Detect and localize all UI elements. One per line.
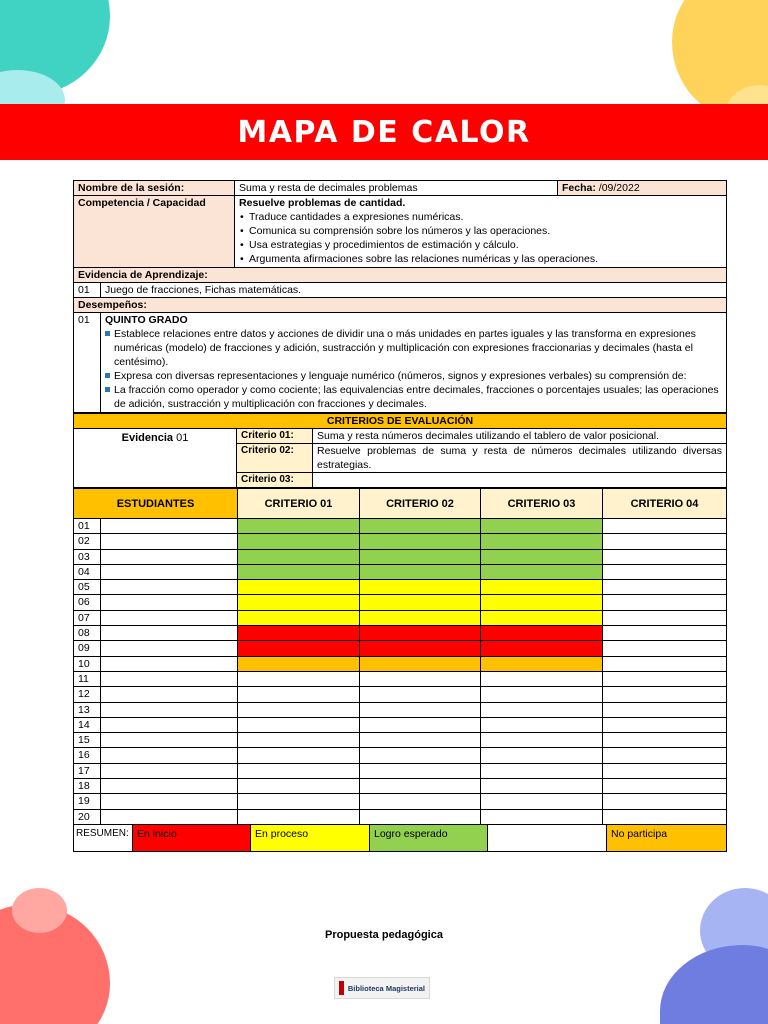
student-name-cell[interactable] (101, 641, 238, 656)
student-number: 19 (74, 794, 101, 809)
heat-cell-criterion-01[interactable] (238, 779, 360, 794)
competence-label: Competencia / Capacidad (74, 196, 235, 268)
performance-item: La fracción como operador y como cociente; las equivalencias entre decimales, fracciones o porcentajes usuales; las operaciones de adición, sustracción y multiplicación con fracciones y decimales. (105, 383, 722, 411)
student-row (74, 687, 727, 702)
heat-cell-criterion-03[interactable] (481, 626, 603, 641)
session-name-value: Suma y resta de decimales problemas (235, 181, 558, 196)
student-name-cell[interactable] (101, 595, 238, 610)
evidence-row (74, 283, 727, 298)
student-row (74, 748, 727, 763)
heat-cell-criterion-02[interactable] (360, 549, 481, 564)
evidence-num: 01 (74, 283, 101, 298)
student-row (74, 580, 727, 595)
heat-cell-criterion-04[interactable] (603, 733, 727, 748)
competence-item: • Traduce cantidades a expresiones numéricas. (239, 210, 722, 224)
session-sheet (73, 180, 726, 852)
student-name-cell[interactable] (101, 519, 238, 534)
heat-cell-criterion-02[interactable] (360, 702, 481, 717)
heat-cell-criterion-01[interactable] (238, 610, 360, 625)
heat-cell-criterion-01[interactable] (238, 519, 360, 534)
heat-cell-criterion-01[interactable] (238, 626, 360, 641)
criteria-header-row (74, 414, 727, 429)
student-number: 16 (74, 748, 101, 763)
heat-cell-criterion-01[interactable] (238, 580, 360, 595)
heat-cell-criterion-04[interactable] (603, 794, 727, 809)
student-row (74, 534, 727, 549)
decor-blob-blue (660, 945, 768, 1024)
student-name-cell[interactable] (101, 748, 238, 763)
heat-cell-criterion-04[interactable] (603, 671, 727, 686)
heat-cell-criterion-04[interactable] (603, 779, 727, 794)
heat-cell-criterion-03[interactable] (481, 564, 603, 579)
heat-cell-criterion-03[interactable] (481, 549, 603, 564)
student-name-cell[interactable] (101, 610, 238, 625)
header-criterion-03: CRITERIO 03 (481, 489, 603, 519)
session-date-cell (558, 181, 727, 196)
publisher-logo (334, 977, 430, 999)
student-number: 01 (74, 519, 101, 534)
logo-mark-icon (339, 981, 344, 995)
heat-cell-criterion-04[interactable] (603, 549, 727, 564)
student-row (74, 671, 727, 686)
student-number: 11 (74, 671, 101, 686)
heat-cell-criterion-03[interactable] (481, 733, 603, 748)
heat-cell-criterion-04[interactable] (603, 641, 727, 656)
session-name-label: Nombre de la sesión: (74, 181, 235, 196)
heat-cell-criterion-04[interactable] (603, 748, 727, 763)
student-row (74, 564, 727, 579)
heat-cell-criterion-04[interactable] (603, 519, 727, 534)
heat-cell-criterion-01[interactable] (238, 687, 360, 702)
student-name-cell[interactable] (101, 580, 238, 595)
heat-cell-criterion-02[interactable] (360, 733, 481, 748)
heat-cell-criterion-01[interactable] (238, 809, 360, 824)
heat-cell-criterion-04[interactable] (603, 580, 727, 595)
heat-cell-criterion-03[interactable] (481, 595, 603, 610)
criterion-label: Criterio 01: (237, 429, 313, 444)
heat-cell-criterion-01[interactable] (238, 549, 360, 564)
criterion-label: Criterio 03: (237, 473, 313, 488)
heat-cell-criterion-04[interactable] (603, 717, 727, 732)
heat-cell-criterion-01[interactable] (238, 733, 360, 748)
student-name-cell[interactable] (101, 779, 238, 794)
summary-row (74, 824, 727, 851)
student-row (74, 794, 727, 809)
legend-en-inicio: En inicio (133, 824, 251, 851)
student-number: 08 (74, 626, 101, 641)
heat-cell-criterion-02[interactable] (360, 580, 481, 595)
competence-item: • Comunica su comprensión sobre los números y las operaciones. (239, 224, 722, 238)
heat-cell-criterion-04[interactable] (603, 687, 727, 702)
competence-title: Resuelve problemas de cantidad. (239, 197, 406, 209)
session-date-label: Fecha: (562, 182, 596, 194)
student-number: 18 (74, 779, 101, 794)
session-name-row (74, 181, 727, 196)
student-number: 15 (74, 733, 101, 748)
heat-cell-criterion-02[interactable] (360, 763, 481, 778)
heat-cell-criterion-01[interactable] (238, 794, 360, 809)
student-name-cell[interactable] (101, 687, 238, 702)
heat-cell-criterion-02[interactable] (360, 564, 481, 579)
student-row (74, 763, 727, 778)
student-name-cell[interactable] (101, 534, 238, 549)
student-name-cell[interactable] (101, 626, 238, 641)
heat-cell-criterion-04[interactable] (603, 809, 727, 824)
criteria-evidence-cell (74, 429, 237, 488)
criterion-label: Criterio 02: (237, 444, 313, 473)
summary-label: RESUMEN: (74, 824, 133, 851)
criterion-row (74, 429, 727, 444)
student-name-cell[interactable] (101, 763, 238, 778)
student-row (74, 626, 727, 641)
decor-blob-pink (12, 888, 67, 933)
evidence-value: Juego de fracciones, Fichas matemáticas. (101, 283, 727, 298)
student-number: 17 (74, 763, 101, 778)
student-number: 12 (74, 687, 101, 702)
heat-cell-criterion-01[interactable] (238, 717, 360, 732)
student-number: 03 (74, 549, 101, 564)
header-criterion-02: CRITERIO 02 (360, 489, 481, 519)
heat-cell-criterion-01[interactable] (238, 564, 360, 579)
heat-cell-criterion-03[interactable] (481, 641, 603, 656)
student-number: 06 (74, 595, 101, 610)
heatmap-header-row (74, 489, 727, 519)
legend-en-proceso: En proceso (251, 824, 370, 851)
heat-cell-criterion-02[interactable] (360, 717, 481, 732)
heat-cell-criterion-03[interactable] (481, 610, 603, 625)
performance-label: Desempeños: (74, 298, 727, 313)
heat-cell-criterion-02[interactable] (360, 534, 481, 549)
student-number: 04 (74, 564, 101, 579)
student-row (74, 702, 727, 717)
student-number: 09 (74, 641, 101, 656)
student-name-cell[interactable] (101, 702, 238, 717)
title-bar (0, 104, 768, 160)
heat-cell-criterion-04[interactable] (603, 595, 727, 610)
performance-item: Establece relaciones entre datos y acciones de dividir una o más unidades en partes iguales y las transforma en expresiones numéricas (modelo) de fracciones y adición, sustracción y multiplicación con expresiones fraccionarias y decimales (hasta el centésimo). (105, 327, 722, 369)
heat-cell-criterion-03[interactable] (481, 580, 603, 595)
heat-cell-criterion-04[interactable] (603, 534, 727, 549)
student-name-cell[interactable] (101, 794, 238, 809)
student-row (74, 549, 727, 564)
student-row (74, 809, 727, 824)
heat-cell-criterion-03[interactable] (481, 809, 603, 824)
heat-cell-criterion-03[interactable] (481, 763, 603, 778)
heat-cell-criterion-03[interactable] (481, 656, 603, 671)
student-number: 14 (74, 717, 101, 732)
logo-text: Biblioteca Magisterial (347, 983, 425, 993)
heat-cell-criterion-02[interactable] (360, 779, 481, 794)
heat-cell-criterion-04[interactable] (603, 626, 727, 641)
competence-cell (235, 196, 727, 268)
heat-cell-criterion-02[interactable] (360, 809, 481, 824)
student-name-cell[interactable] (101, 671, 238, 686)
student-row (74, 779, 727, 794)
student-row (74, 641, 727, 656)
heat-cell-criterion-02[interactable] (360, 626, 481, 641)
heat-cell-criterion-04[interactable] (603, 564, 727, 579)
student-name-cell[interactable] (101, 809, 238, 824)
heat-cell-criterion-03[interactable] (481, 687, 603, 702)
heat-cell-criterion-03[interactable] (481, 534, 603, 549)
heat-cell-criterion-03[interactable] (481, 748, 603, 763)
student-name-cell[interactable] (101, 564, 238, 579)
student-name-cell[interactable] (101, 656, 238, 671)
performance-item: Expresa con diversas representaciones y lenguaje numérico (números, signos y expresiones verbales) su comprensión de: (105, 369, 722, 383)
student-number: 05 (74, 580, 101, 595)
header-students: ESTUDIANTES (74, 489, 238, 519)
page-title: MAPA DE CALOR (237, 114, 531, 150)
heat-cell-criterion-04[interactable] (603, 656, 727, 671)
student-number: 02 (74, 534, 101, 549)
header-criterion-01: CRITERIO 01 (238, 489, 360, 519)
footer-caption: Propuesta pedagógica (325, 929, 443, 941)
performance-header-row (74, 298, 727, 313)
heat-cell-criterion-03[interactable] (481, 702, 603, 717)
summary-legend (73, 824, 727, 852)
heat-cell-criterion-02[interactable] (360, 656, 481, 671)
criterion-text (313, 473, 727, 488)
heat-cell-criterion-01[interactable] (238, 534, 360, 549)
performance-num: 01 (74, 313, 101, 413)
session-info-table (73, 180, 727, 413)
heat-cell-criterion-02[interactable] (360, 519, 481, 534)
evidence-header-row (74, 268, 727, 283)
student-name-cell[interactable] (101, 549, 238, 564)
heat-cell-criterion-02[interactable] (360, 748, 481, 763)
heat-cell-criterion-03[interactable] (481, 519, 603, 534)
heat-cell-criterion-01[interactable] (238, 702, 360, 717)
heat-cell-criterion-02[interactable] (360, 610, 481, 625)
criteria-evidence-num: 01 (176, 432, 189, 444)
student-number: 13 (74, 702, 101, 717)
grade-label: QUINTO GRADO (105, 314, 188, 326)
student-number: 20 (74, 809, 101, 824)
heat-cell-criterion-04[interactable] (603, 610, 727, 625)
heat-cell-criterion-02[interactable] (360, 595, 481, 610)
legend-logro-esperado: Logro esperado (370, 824, 488, 851)
criterion-text: Suma y resta números decimales utilizando el tablero de valor posicional. (313, 429, 727, 444)
heatmap-table (73, 488, 727, 825)
student-row (74, 595, 727, 610)
heat-cell-criterion-02[interactable] (360, 671, 481, 686)
legend-no-participa: No participa (607, 824, 727, 851)
student-row (74, 610, 727, 625)
performance-list (105, 327, 722, 411)
heat-cell-criterion-03[interactable] (481, 794, 603, 809)
student-row (74, 717, 727, 732)
heat-cell-criterion-01[interactable] (238, 748, 360, 763)
heat-cell-criterion-01[interactable] (238, 763, 360, 778)
student-name-cell[interactable] (101, 717, 238, 732)
student-row (74, 519, 727, 534)
criteria-table (73, 413, 727, 488)
heat-cell-criterion-01[interactable] (238, 671, 360, 686)
heat-cell-criterion-02[interactable] (360, 641, 481, 656)
performance-cell (101, 313, 727, 413)
competence-row (74, 196, 727, 268)
student-name-cell[interactable] (101, 733, 238, 748)
student-row (74, 733, 727, 748)
student-number: 10 (74, 656, 101, 671)
legend-blank (488, 824, 607, 851)
heatmap-body (74, 489, 727, 825)
heat-cell-criterion-02[interactable] (360, 794, 481, 809)
heat-cell-criterion-01[interactable] (238, 595, 360, 610)
heat-cell-criterion-04[interactable] (603, 702, 727, 717)
criterion-text: Resuelve problemas de suma y resta de números decimales utilizando diversas estrategias. (313, 444, 727, 473)
criteria-evidence-label: Evidencia (121, 432, 174, 444)
competence-item: • Usa estrategias y procedimientos de estimación y cálculo. (239, 238, 722, 252)
performance-row (74, 313, 727, 413)
criteria-header: CRITERIOS DE EVALUACIÓN (74, 414, 727, 429)
heat-cell-criterion-03[interactable] (481, 779, 603, 794)
heat-cell-criterion-02[interactable] (360, 687, 481, 702)
student-row (74, 656, 727, 671)
heat-cell-criterion-03[interactable] (481, 671, 603, 686)
heat-cell-criterion-03[interactable] (481, 717, 603, 732)
header-criterion-04: CRITERIO 04 (603, 489, 727, 519)
competence-list (239, 210, 722, 266)
student-number: 07 (74, 610, 101, 625)
session-date-value: /09/2022 (598, 182, 640, 194)
heat-cell-criterion-01[interactable] (238, 641, 360, 656)
competence-item: • Argumenta afirmaciones sobre las relaciones numéricas y las operaciones. (239, 252, 722, 266)
heat-cell-criterion-01[interactable] (238, 656, 360, 671)
heat-cell-criterion-04[interactable] (603, 763, 727, 778)
evidence-label: Evidencia de Aprendizaje: (74, 268, 727, 283)
